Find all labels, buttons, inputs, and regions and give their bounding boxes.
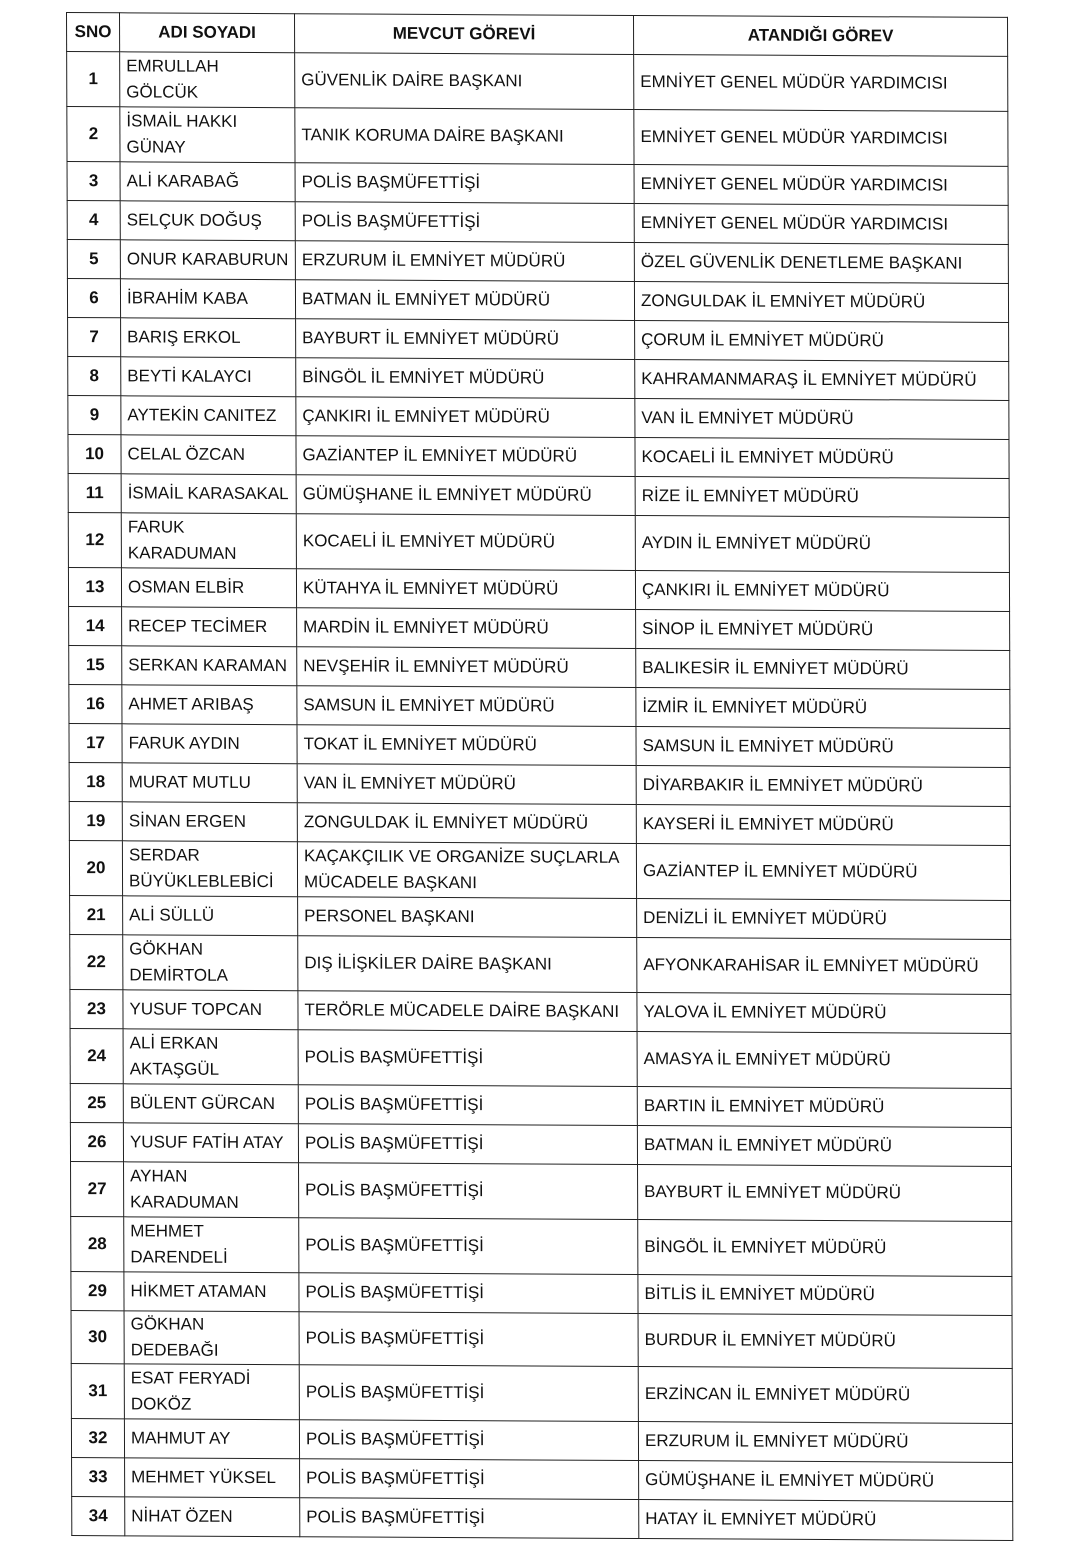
row-name-cell: ONUR KARABURUN [120, 240, 295, 280]
row-assigned-duty-cell: EMNİYET GENEL MÜDÜR YARDIMCISI [634, 203, 1008, 244]
table-row [72, 1497, 1013, 1541]
row-assigned-duty-cell: BATMAN İL EMNİYET MÜDÜRÜ [637, 1125, 1011, 1166]
row-assigned-duty-cell: EMNİYET GENEL MÜDÜR YARDIMCISI [634, 109, 1008, 166]
table-row [68, 435, 1009, 479]
row-name-cell: BARIŞ ERKOL [121, 318, 296, 358]
row-current-duty-cell: POLİS BAŞMÜFETTİŞİ [299, 1312, 638, 1367]
row-assigned-duty-cell: ÇANKIRI İL EMNİYET MÜDÜRÜ [635, 570, 1009, 611]
row-name-cell: OSMAN ELBİR [121, 568, 296, 608]
row-name-cell: CELAL ÖZCAN [121, 435, 296, 475]
row-current-duty-cell: POLİS BAŞMÜFETTİŞİ [295, 202, 634, 243]
row-sno-cell: 18 [69, 763, 122, 802]
row-current-duty-cell: ERZURUM İL EMNİYET MÜDÜRÜ [295, 241, 634, 282]
row-name-cell: FARUK AYDIN [122, 724, 297, 764]
table-row [68, 357, 1009, 401]
row-sno-cell: 15 [69, 646, 122, 685]
row-name-cell: NİHAT ÖZEN [125, 1497, 300, 1537]
row-assigned-duty-cell: EMNİYET GENEL MÜDÜR YARDIMCISI [634, 54, 1008, 111]
row-name-cell: MAHMUT AY [124, 1419, 299, 1459]
table-row [71, 1162, 1012, 1222]
row-current-duty-cell: TANIK KORUMA DAİRE BAŞKANI [295, 108, 634, 165]
row-sno-cell: 16 [69, 685, 122, 724]
row-sno-cell: 14 [69, 607, 122, 646]
row-sno-cell: 7 [68, 318, 121, 357]
row-sno-cell: 11 [68, 474, 121, 513]
row-current-duty-cell: DIŞ İLİŞKİLER DAİRE BAŞKANI [298, 936, 637, 993]
row-name-cell: ALİ KARABAĞ [120, 162, 295, 202]
row-name-cell: YUSUF FATİH ATAY [123, 1123, 298, 1163]
table-row [67, 240, 1008, 284]
row-name-cell: MEHMET DARENDELİ [124, 1217, 299, 1273]
row-sno-cell: 28 [71, 1217, 124, 1272]
row-current-duty-cell: POLİS BAŞMÜFETTİŞİ [299, 1163, 638, 1220]
row-current-duty-cell: GÜMÜŞHANE İL EMNİYET MÜDÜRÜ [296, 475, 635, 516]
row-name-cell: GÖKHAN DEMİRTOLA [123, 935, 298, 991]
table-row [71, 1419, 1012, 1463]
row-current-duty-cell: POLİS BAŞMÜFETTİŞİ [298, 1085, 637, 1126]
row-name-cell: BEYTİ KALAYCI [121, 357, 296, 397]
row-name-cell: RECEP TECİMER [122, 607, 297, 647]
row-current-duty-cell: BATMAN İL EMNİYET MÜDÜRÜ [295, 280, 634, 321]
row-sno-cell: 23 [70, 990, 123, 1029]
row-assigned-duty-cell: SAMSUN İL EMNİYET MÜDÜRÜ [636, 726, 1010, 767]
row-assigned-duty-cell: SİNOP İL EMNİYET MÜDÜRÜ [636, 609, 1010, 650]
row-sno-cell: 22 [70, 935, 123, 990]
table-row [71, 1272, 1012, 1316]
row-assigned-duty-cell: ÇORUM İL EMNİYET MÜDÜRÜ [635, 320, 1009, 361]
row-sno-cell: 26 [70, 1123, 123, 1162]
row-name-cell: MURAT MUTLU [122, 763, 297, 803]
row-current-duty-cell: NEVŞEHİR İL EMNİYET MÜDÜRÜ [297, 647, 636, 688]
table-row [68, 513, 1009, 573]
row-name-cell: ESAT FERYADİ DOKÖZ [124, 1364, 299, 1420]
row-assigned-duty-cell: KAHRAMANMARAŞ İL EMNİYET MÜDÜRÜ [635, 359, 1009, 400]
table-row [68, 568, 1009, 612]
row-current-duty-cell: POLİS BAŞMÜFETTİŞİ [298, 1124, 637, 1165]
row-assigned-duty-cell: İZMİR İL EMNİYET MÜDÜRÜ [636, 687, 1010, 728]
table-row [69, 763, 1010, 807]
header-row [67, 13, 1008, 57]
row-current-duty-cell: SAMSUN İL EMNİYET MÜDÜRÜ [297, 686, 636, 727]
row-current-duty-cell: POLİS BAŞMÜFETTİŞİ [300, 1498, 639, 1539]
row-sno-cell: 5 [67, 240, 120, 279]
row-name-cell: SERDAR BÜYÜKLEBLEBİCİ [122, 841, 297, 897]
table-row [68, 474, 1009, 518]
row-sno-cell: 17 [69, 724, 122, 763]
row-sno-cell: 8 [68, 357, 121, 396]
row-current-duty-cell: TOKAT İL EMNİYET MÜDÜRÜ [297, 725, 636, 766]
row-assigned-duty-cell: ZONGULDAK İL EMNİYET MÜDÜRÜ [634, 281, 1008, 322]
table-row [69, 646, 1010, 690]
row-assigned-duty-cell: YALOVA İL EMNİYET MÜDÜRÜ [637, 992, 1011, 1033]
appointments-table [66, 12, 1013, 1541]
table-row [71, 1311, 1012, 1369]
table-row [69, 724, 1010, 768]
row-assigned-duty-cell: HATAY İL EMNİYET MÜDÜRÜ [639, 1500, 1013, 1541]
row-assigned-duty-cell: AYDIN İL EMNİYET MÜDÜRÜ [635, 515, 1009, 572]
row-assigned-duty-cell: DİYARBAKIR İL EMNİYET MÜDÜRÜ [636, 765, 1010, 806]
table-row [72, 1458, 1013, 1502]
row-assigned-duty-cell: AFYONKARAHİSAR İL EMNİYET MÜDÜRÜ [637, 937, 1011, 994]
row-current-duty-cell: POLİS BAŞMÜFETTİŞİ [299, 1365, 638, 1422]
row-assigned-duty-cell: GAZİANTEP İL EMNİYET MÜDÜRÜ [636, 843, 1010, 900]
row-name-cell: SERKAN KARAMAN [122, 646, 297, 686]
row-current-duty-cell: KÜTAHYA İL EMNİYET MÜDÜRÜ [296, 569, 635, 610]
row-current-duty-cell: PERSONEL BAŞKANI [298, 897, 637, 938]
header-current-duty: MEVCUT GÖREVİ [295, 14, 634, 55]
row-assigned-duty-cell: BİTLİS İL EMNİYET MÜDÜRÜ [638, 1275, 1012, 1316]
row-sno-cell: 4 [67, 201, 120, 240]
row-assigned-duty-cell: AMASYA İL EMNİYET MÜDÜRÜ [637, 1031, 1011, 1088]
row-name-cell: FARUK KARADUMAN [121, 513, 296, 569]
row-assigned-duty-cell: BURDUR İL EMNİYET MÜDÜRÜ [638, 1314, 1012, 1369]
table-row [69, 685, 1010, 729]
row-name-cell: AYTEKİN CANITEZ [121, 396, 296, 436]
table-row [70, 935, 1011, 995]
row-name-cell: AYHAN KARADUMAN [124, 1162, 299, 1218]
row-current-duty-cell: MARDİN İL EMNİYET MÜDÜRÜ [297, 608, 636, 649]
row-current-duty-cell: VAN İL EMNİYET MÜDÜRÜ [297, 764, 636, 805]
table-row [67, 201, 1008, 245]
row-current-duty-cell: KOCAELİ İL EMNİYET MÜDÜRÜ [296, 514, 635, 571]
row-current-duty-cell: GAZİANTEP İL EMNİYET MÜDÜRÜ [296, 436, 635, 477]
header-assigned-duty: ATANDIĞI GÖREV [633, 15, 1007, 56]
row-sno-cell: 3 [67, 162, 120, 201]
row-sno-cell: 32 [71, 1419, 124, 1458]
row-current-duty-cell: TERÖRLE MÜCADELE DAİRE BAŞKANI [298, 991, 637, 1032]
row-sno-cell: 29 [71, 1272, 124, 1311]
row-current-duty-cell: POLİS BAŞMÜFETTİŞİ [300, 1459, 639, 1500]
row-assigned-duty-cell: BARTIN İL EMNİYET MÜDÜRÜ [637, 1086, 1011, 1127]
row-sno-cell: 12 [68, 513, 121, 568]
row-sno-cell: 19 [69, 802, 122, 841]
row-name-cell: EMRULLAH GÖLCÜK [120, 52, 295, 108]
row-name-cell: GÖKHAN DEDEBAĞI [124, 1311, 299, 1365]
table-row [71, 1217, 1012, 1277]
table-row [67, 52, 1008, 112]
row-assigned-duty-cell: EMNİYET GENEL MÜDÜR YARDIMCISI [634, 164, 1008, 205]
row-sno-cell: 25 [70, 1084, 123, 1123]
row-name-cell: SELÇUK DOĞUŞ [120, 201, 295, 241]
row-name-cell: HİKMET ATAMAN [124, 1272, 299, 1312]
table-row [67, 279, 1008, 323]
row-name-cell: İSMAİL KARASAKAL [121, 474, 296, 514]
row-sno-cell: 20 [69, 841, 122, 896]
row-name-cell: BÜLENT GÜRCAN [123, 1084, 298, 1124]
row-sno-cell: 34 [72, 1497, 125, 1536]
row-name-cell: ALİ SÜLLÜ [123, 896, 298, 936]
header-name: ADI SOYADI [120, 13, 295, 53]
row-current-duty-cell: KAÇAKÇILIK VE ORGANİZE SUÇLARLA MÜCADELE BAŞKANI [297, 842, 636, 899]
table-row [70, 1084, 1011, 1128]
row-assigned-duty-cell: BİNGÖL İL EMNİYET MÜDÜRÜ [638, 1220, 1012, 1277]
row-current-duty-cell: POLİS BAŞMÜFETTİŞİ [298, 1030, 637, 1087]
row-assigned-duty-cell: ERZURUM İL EMNİYET MÜDÜRÜ [638, 1422, 1012, 1463]
row-sno-cell: 31 [71, 1364, 124, 1419]
row-assigned-duty-cell: GÜMÜŞHANE İL EMNİYET MÜDÜRÜ [639, 1461, 1013, 1502]
row-name-cell: İBRAHİM KABA [120, 279, 295, 319]
row-assigned-duty-cell: KOCAELİ İL EMNİYET MÜDÜRÜ [635, 437, 1009, 478]
row-sno-cell: 30 [71, 1311, 124, 1364]
table-row [70, 1123, 1011, 1167]
row-current-duty-cell: POLİS BAŞMÜFETTİŞİ [299, 1420, 638, 1461]
row-name-cell: AHMET ARIBAŞ [122, 685, 297, 725]
table-row [68, 318, 1009, 362]
table-row [69, 802, 1010, 846]
row-assigned-duty-cell: KAYSERİ İL EMNİYET MÜDÜRÜ [636, 804, 1010, 845]
table-row [70, 990, 1011, 1034]
row-current-duty-cell: POLİS BAŞMÜFETTİŞİ [299, 1218, 638, 1275]
row-current-duty-cell: POLİS BAŞMÜFETTİŞİ [295, 163, 634, 204]
row-sno-cell: 9 [68, 396, 121, 435]
row-sno-cell: 33 [72, 1458, 125, 1497]
row-sno-cell: 27 [71, 1162, 124, 1217]
table-body [67, 52, 1013, 1541]
table-row [67, 107, 1008, 167]
row-sno-cell: 24 [70, 1029, 123, 1084]
row-sno-cell: 1 [67, 52, 120, 107]
row-assigned-duty-cell: VAN İL EMNİYET MÜDÜRÜ [635, 398, 1009, 439]
row-sno-cell: 2 [67, 107, 120, 162]
table-row [70, 896, 1011, 940]
row-current-duty-cell: ÇANKIRI İL EMNİYET MÜDÜRÜ [296, 397, 635, 438]
table-row [68, 396, 1009, 440]
row-assigned-duty-cell: ERZİNCAN İL EMNİYET MÜDÜRÜ [638, 1367, 1012, 1424]
row-name-cell: YUSUF TOPCAN [123, 990, 298, 1030]
row-name-cell: MEHMET YÜKSEL [125, 1458, 300, 1498]
row-name-cell: ALİ ERKAN AKTAŞGÜL [123, 1029, 298, 1085]
row-sno-cell: 10 [68, 435, 121, 474]
row-assigned-duty-cell: BAYBURT İL EMNİYET MÜDÜRÜ [638, 1164, 1012, 1221]
row-current-duty-cell: GÜVENLİK DAİRE BAŞKANI [295, 53, 634, 110]
row-name-cell: İSMAİL HAKKI GÜNAY [120, 107, 295, 163]
row-current-duty-cell: ZONGULDAK İL EMNİYET MÜDÜRÜ [297, 803, 636, 844]
table-row [71, 1364, 1012, 1424]
row-assigned-duty-cell: RİZE İL EMNİYET MÜDÜRÜ [635, 476, 1009, 517]
row-sno-cell: 21 [70, 896, 123, 935]
table-row [69, 841, 1010, 901]
row-current-duty-cell: BİNGÖL İL EMNİYET MÜDÜRÜ [296, 358, 635, 399]
row-sno-cell: 6 [67, 279, 120, 318]
table-row [69, 607, 1010, 651]
row-assigned-duty-cell: ÖZEL GÜVENLİK DENETLEME BAŞKANI [634, 242, 1008, 283]
table-row [67, 162, 1008, 206]
row-current-duty-cell: BAYBURT İL EMNİYET MÜDÜRÜ [296, 319, 635, 360]
row-sno-cell: 13 [68, 568, 121, 607]
row-name-cell: SİNAN ERGEN [122, 802, 297, 842]
table-row [70, 1029, 1011, 1089]
row-assigned-duty-cell: DENİZLİ İL EMNİYET MÜDÜRÜ [637, 898, 1011, 939]
header-sno: SNO [67, 13, 120, 52]
row-current-duty-cell: POLİS BAŞMÜFETTİŞİ [299, 1273, 638, 1314]
row-assigned-duty-cell: BALIKESİR İL EMNİYET MÜDÜRÜ [636, 648, 1010, 689]
